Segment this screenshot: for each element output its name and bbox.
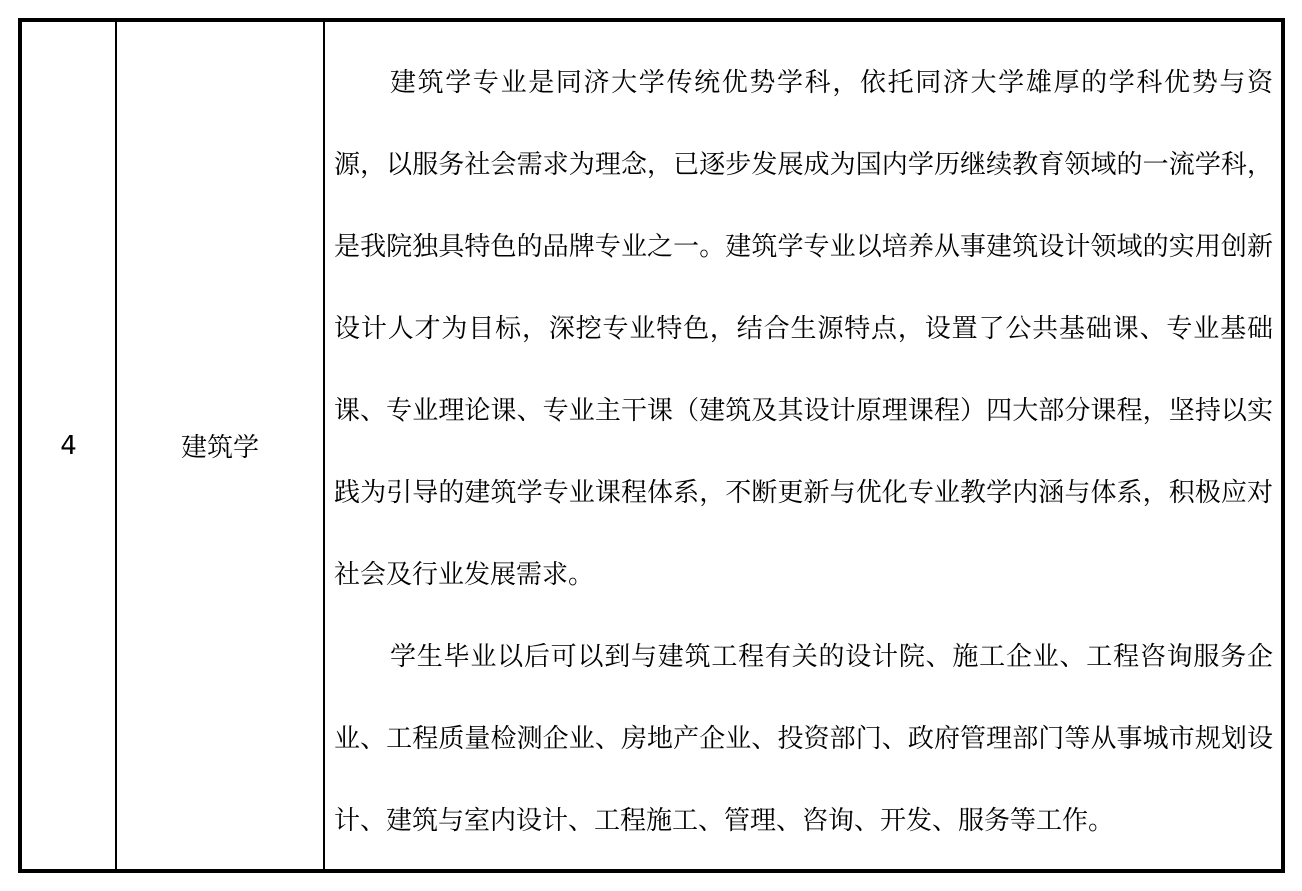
description-paragraph: 建筑学专业是同济大学传统优势学科，依托同济大学雄厚的学科优势与资源，以服务社会需求为理念，已逐步发展成为国内学历继续教育领域的一流学科，是我院独具特色的品牌专业之一。建筑学专业以培养从事建筑设计领域的实用创新设计人才为目标，深挖专业特色，结合生源特点，设置了公共基础课、专业基础课、专业理论课、专业主干课（建筑及其设计原理课程）四大部分课程，坚持以实践为引导的建筑学专业课程体系，不断更新与优化专业教学内涵与体系，积极应对社会及行业发展需求。 [334,68,1273,590]
table-row [21,21,1282,870]
major-name-cell [116,21,324,870]
major-table-wrapper [18,18,1285,873]
row-number-cell [21,21,116,870]
description-paragraph: 学生毕业以后可以到与建筑工程有关的设计院、施工企业、工程咨询服务企业、工程质量检测企业、房地产企业、投资部门、政府管理部门等从事城市规划设计、建筑与室内设计、工程施工、管理、咨询、开发、服务等工作。 [334,642,1273,836]
major-description-cell [324,21,1282,870]
major-name: 建筑学 [180,433,259,463]
row-number: 4 [60,430,77,461]
major-table [20,20,1283,871]
